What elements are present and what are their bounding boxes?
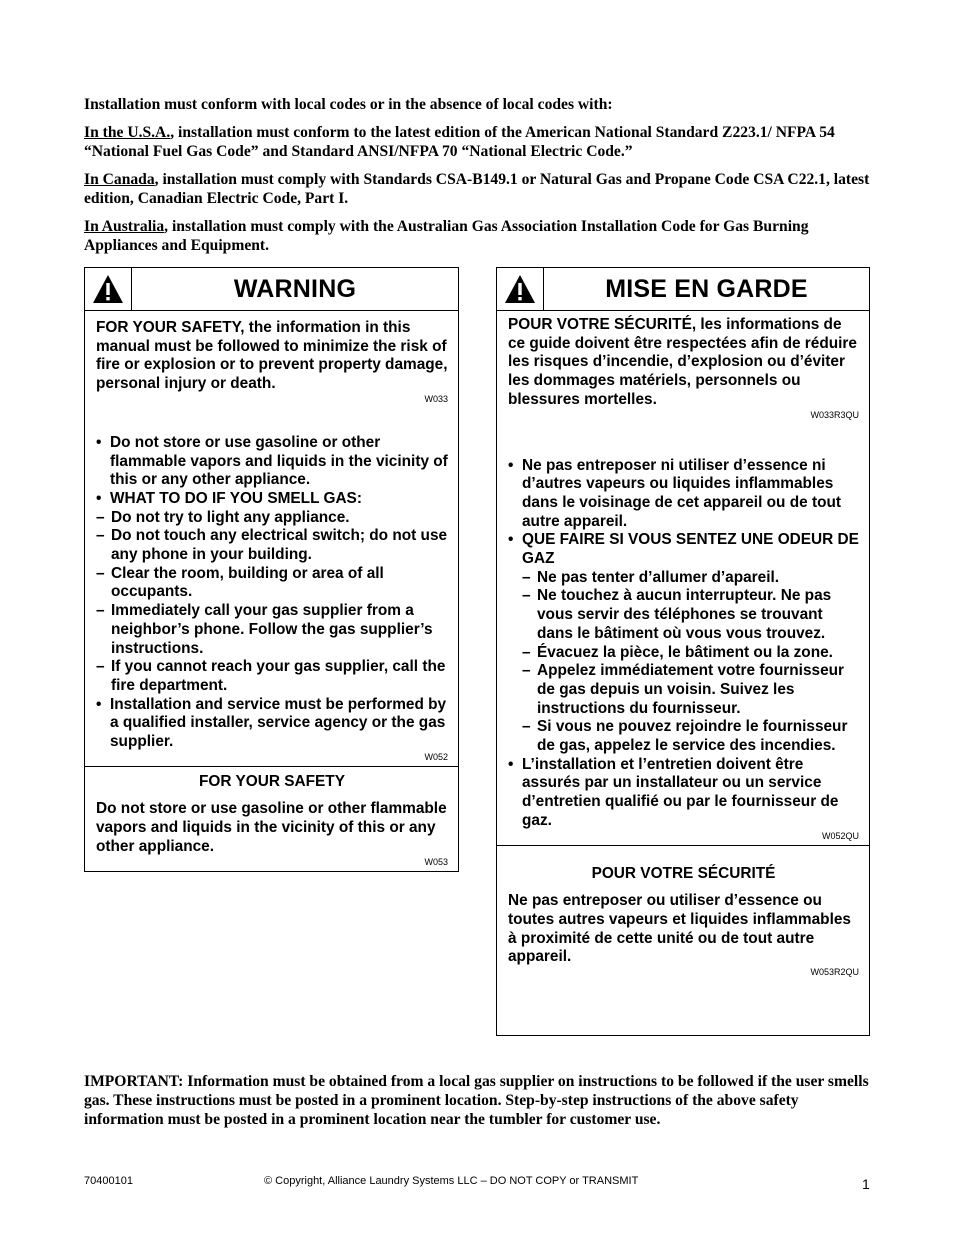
mise-safety-section [497, 311, 869, 842]
mise-sub-text: Ne pas entreposer ou utiliser d’essence ou toutes autres vapeurs et liquides inflammables à proximité de cette unité ou de tout autre appareil. [508, 892, 851, 966]
mise-sub-section [497, 846, 869, 979]
intro-canada [84, 170, 874, 208]
usa-label: In the U.S.A. [84, 124, 171, 141]
mise-header [497, 268, 869, 311]
warning-dash-4: – Immediately call your gas supplier from a neighbor’s phone. Follow the gas supplier’s instructions. [96, 602, 448, 658]
warning-header [85, 268, 458, 311]
warning-bullet-list [96, 434, 448, 752]
intro-australia [84, 217, 874, 255]
mise-title: MISE EN GARDE [605, 274, 808, 303]
mise-smell-gas-heading: QUE FAIRE SI VOUS SENTEZ UNE ODEUR DE GAZ [522, 531, 859, 568]
warning-dash-3: – Clear the room, building or area of all occupants. [96, 565, 448, 602]
intro-usa [84, 123, 874, 161]
mise-dash-list [522, 569, 859, 756]
footer-page-number: 1 [862, 1176, 870, 1192]
usa-text: , installation must conform to the latest edition of the American National Standard Z223.1/ NFPA 54 “National Fuel Gas Code” and Standard ANSI/NFPA 70 “National Electric Code.” [84, 124, 835, 160]
warning-dash-2: – Do not touch any electrical switch; do not use any phone in your building. [96, 527, 448, 564]
mise-en-garde-box [496, 267, 870, 1036]
warning-dash-list [96, 509, 448, 696]
warning-dash-5: – If you cannot reach your gas supplier, call the fire department. [96, 658, 448, 695]
australia-label: In Australia [84, 218, 165, 235]
mise-dash-5: – Si vous ne pouvez rejoindre le fournisseur de gas, appelez le service des incendies. [522, 718, 859, 755]
warning-bullet-3: • Installation and service must be performed by a qualified installer, service agency or the gas supplier. [96, 696, 448, 752]
mise-code-w033r3qu: W033R3QU [810, 409, 859, 420]
warning-code-w053: W053 [424, 856, 448, 867]
warning-code-w052: W052 [424, 751, 448, 762]
warning-bullet-1: • Do not store or use gasoline or other flammable vapors and liquids in the vicinity of this or any other appliance. [96, 434, 448, 490]
mise-safety-text: POUR VOTRE SÉCURITÉ, les informations de ce guide doivent être respectées afin de réduire les risques d’incendie, d’explosion ou d’éviter les dommages matériels, personnels ou blessures mortelles. [508, 316, 857, 408]
mise-sub-title: POUR VOTRE SÉCURITÉ [591, 864, 776, 882]
important-note: IMPORTANT: Information must be obtained from a local gas supplier on instructions to be followed if the user smells gas. These instructions must be posted in a prominent location. Step-by-step instructions of the above safety information must be posted in a prominent location near the tumbler for customer use. [84, 1073, 869, 1128]
footer-doc-number: 70400101 [84, 1175, 133, 1187]
warning-triangle-icon [85, 268, 132, 310]
mise-bullet-1: • Ne pas entreposer ni utiliser d’essence ni d’autres vapeurs ou liquides inflammables dans le voisinage de cet appareil ou de tout autre appareil. [508, 457, 859, 532]
warning-box [84, 267, 459, 872]
warning-sub-text: Do not store or use gasoline or other flammable vapors and liquids in the vicinity of this or any other appliance. [96, 800, 447, 855]
canada-text: , installation must comply with Standards CSA-B149.1 or Natural Gas and Propane Code CSA C22.1, latest edition, Canadian Electric Code, Part I. [84, 171, 870, 207]
mise-dash-2: – Ne touchez à aucun interrupteur. Ne pas vous servir des téléphones se trouvant dans le bâtiment où vous vous trouvez. [522, 587, 859, 643]
mise-code-w053r2qu: W053R2QU [810, 967, 859, 978]
mise-code-w052qu: W052QU [821, 830, 859, 841]
mise-dash-4: – Appelez immédiatement votre fournisseur de gas depuis un voisin. Suivez les instructions du fournisseur. [522, 662, 859, 718]
warning-sub-section [85, 767, 458, 868]
canada-label: In Canada [84, 171, 155, 188]
intro-section [84, 95, 874, 264]
mise-dash-3: – Évacuez la pièce, le bâtiment ou la zone. [522, 644, 859, 663]
warning-code-w033: W033 [424, 393, 448, 404]
warning-sub-title: FOR YOUR SAFETY [199, 772, 345, 790]
warning-triangle-icon [497, 268, 544, 310]
warning-dash-1: – Do not try to light any appliance. [96, 509, 448, 528]
warning-safety-text: FOR YOUR SAFETY, the information in this manual must be followed to minimize the risk of fire or explosion or to prevent property damage, personal injury or death. [96, 319, 448, 393]
mise-bullet-3: • L’installation et l’entretien doivent être assurés par un installateur ou un service d’entretien qualifié ou par le fournisseur de gaz. [508, 756, 859, 831]
warning-title: WARNING [233, 274, 357, 303]
footer-copyright: © Copyright, Alliance Laundry Systems LLC – DO NOT COPY or TRANSMIT [264, 1175, 639, 1187]
warning-safety-section [85, 311, 458, 763]
mise-dash-1: – Ne pas tenter d’allumer d’apareil. [522, 569, 859, 588]
mise-bullet-list [508, 457, 859, 831]
australia-text: , installation must comply with the Australian Gas Association Installation Code for Gas Burning Appliances and Equipment. [84, 218, 809, 254]
intro-lead: Installation must conform with local codes or in the absence of local codes with: [84, 96, 613, 113]
mise-bullet-2 [508, 531, 859, 755]
warning-bullet-2 [96, 490, 448, 696]
warning-smell-gas-heading: WHAT TO DO IF YOU SMELL GAS: [110, 489, 362, 507]
